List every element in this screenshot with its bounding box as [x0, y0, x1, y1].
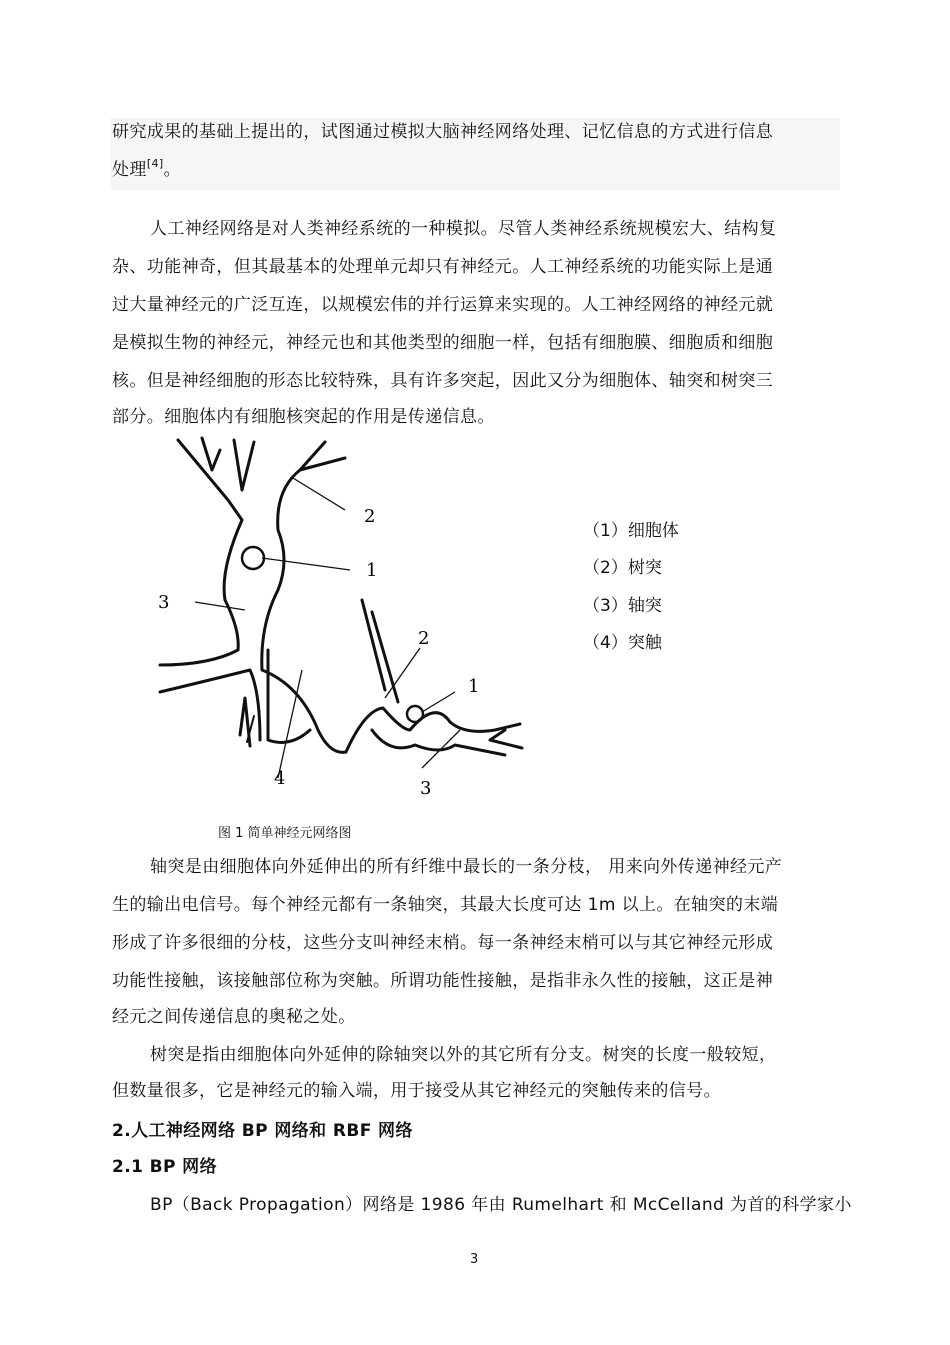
figure-label: 4 [274, 768, 286, 789]
legend-item-synapse: （4）突触 [583, 633, 662, 653]
top-line-2-text: 处理 [112, 160, 147, 180]
neuron-diagram [150, 430, 535, 810]
dendrite-branch [234, 440, 254, 490]
legend-item-axon: （3）轴突 [583, 596, 662, 616]
dendrite-branch [300, 442, 345, 470]
top-line-2-end: 。 [163, 160, 182, 180]
nucleus-2 [407, 706, 423, 722]
legend-item-dendrite: （2）树突 [583, 558, 662, 578]
figure-label: 1 [366, 560, 378, 581]
cell-contour [262, 470, 346, 752]
section-heading-2: 2.人工神经网络 BP 网络和 RBF 网络 [112, 1121, 413, 1141]
figure-label: 2 [418, 628, 430, 649]
para1-line-6: 部分。细胞体内有细胞核突起的作用是传递信息。 [112, 407, 495, 427]
page-number: 3 [470, 1252, 479, 1267]
para3-line-1: 树突是指由细胞体向外延伸的除轴突以外的其它所有分支。树突的长度一般较短， [150, 1045, 777, 1065]
figure-caption: 图 1 简单神经元网络图 [218, 826, 352, 841]
para2-line-1: 轴突是由细胞体向外延伸出的所有纤维中最长的一条分枝， 用来向外传递神经元产 [150, 857, 783, 877]
dendrite-branch [490, 730, 522, 748]
para2-line-4: 功能性接触，该接触部位称为突触。所谓功能性接触，是指非永久性的接触，这正是神 [112, 971, 774, 991]
para1-line-3: 过大量神经元的广泛互连，以规模宏伟的并行运算来实现的。人工神经网络的神经元就 [112, 295, 774, 315]
pointer-line-1b [422, 692, 455, 712]
para2-line-5: 经元之间传递信息的奥秘之处。 [112, 1007, 356, 1027]
top-line-2 [112, 159, 181, 181]
figure-label: 1 [468, 676, 480, 697]
section-heading-2-1: 2.1 BP 网络 [112, 1157, 217, 1177]
pointer-line-2 [293, 478, 345, 510]
dendrite-branch [178, 440, 242, 520]
pointer-line-3 [195, 602, 245, 610]
para1-line-2: 杂、功能神奇，但其最基本的处理单元却只有神经元。人工神经系统的功能实际上是通 [112, 257, 774, 277]
para4-line-1: BP（Back Propagation）网络是 1986 年由 Rumelhart 和 McCelland 为首的科学家小 [150, 1195, 852, 1215]
para2-line-2: 生的输出电信号。每个神经元都有一条轴突，其最大长度可达 1m 以上。在轴突的末端 [112, 895, 779, 915]
top-line-1: 研究成果的基础上提出的，试图通过模拟大脑神经网络处理、记忆信息的方式进行信息 [112, 122, 774, 142]
para1-line-4: 是模拟生物的神经元，神经元也和其他类型的细胞一样，包括有细胞膜、细胞质和细胞 [112, 333, 774, 353]
para1-line-5: 核。但是神经细胞的形态比较特殊，具有许多突起，因此又分为细胞体、轴突和树突三 [112, 371, 774, 391]
legend-item-soma: （1）细胞体 [583, 521, 679, 541]
figure-label: 3 [420, 778, 432, 799]
pointer-line-1 [262, 558, 350, 570]
dendrite-branch [202, 438, 220, 470]
nucleus-1 [242, 547, 264, 569]
citation-ref: [4] [146, 157, 164, 170]
para3-line-2: 但数量很多，它是神经元的输入端，用于接受从其它神经元的突触传来的信号。 [112, 1081, 721, 1101]
para1-line-1: 人工神经网络是对人类神经系统的一种模拟。尽管人类神经系统规模宏大、结构复 [150, 219, 777, 239]
figure-label: 2 [364, 506, 376, 527]
cell-contour [160, 520, 242, 665]
figure-label: 3 [158, 592, 170, 613]
para2-line-3: 形成了许多很细的分枝，这些分支叫神经末梢。每一条神经末梢可以与其它神经元形成 [112, 933, 774, 953]
